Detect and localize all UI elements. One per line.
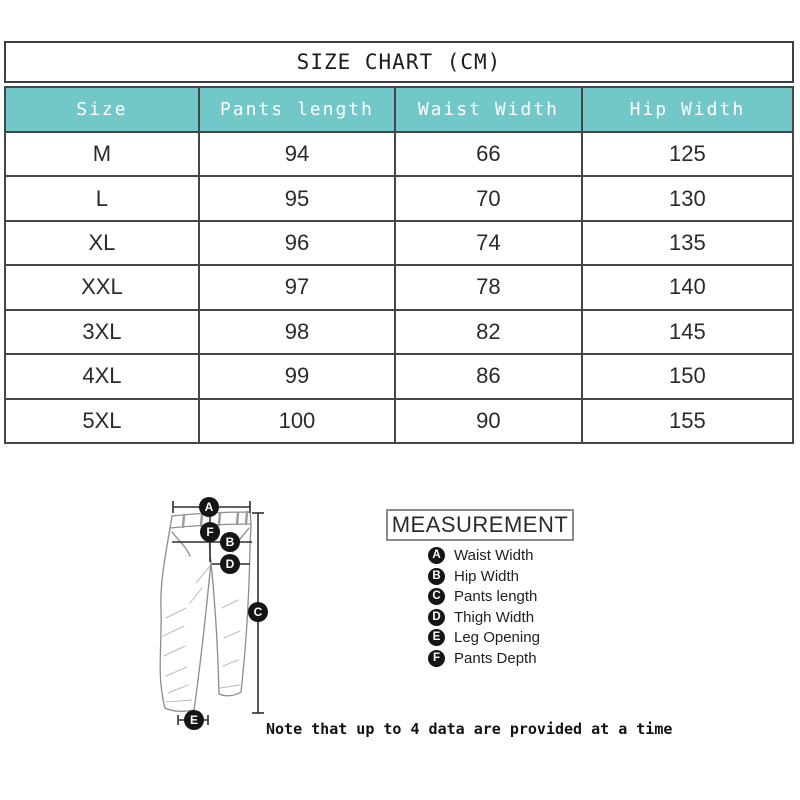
legend-item-thigh-width — [428, 609, 540, 626]
size-chart-title: SIZE CHART (CM) — [296, 50, 502, 74]
marker-f-letter: F — [206, 525, 214, 539]
cell-size: XL — [5, 221, 199, 265]
legend-item-waist-width — [428, 547, 540, 564]
size-row-xl — [5, 221, 793, 265]
marker-c — [248, 602, 268, 622]
cell-hip-width: 150 — [582, 354, 793, 398]
size-table-header-row — [5, 87, 793, 132]
legend-item-pants-depth — [428, 650, 540, 667]
marker-e — [184, 710, 204, 730]
legend-item-leg-opening — [428, 629, 540, 646]
cell-hip-width: 140 — [582, 265, 793, 309]
legend-label: Thigh Width — [454, 608, 535, 626]
cell-waist-width: 86 — [395, 354, 582, 398]
column-header-hip-width: Hip Width — [582, 87, 793, 132]
measurement-heading-box — [386, 509, 574, 541]
legend-badge-e: E — [428, 629, 445, 646]
marker-f — [200, 522, 220, 542]
legend-badge-f: F — [428, 650, 445, 667]
cell-pants-length: 97 — [199, 265, 395, 309]
size-chart-title-box — [4, 41, 794, 83]
legend-badge-c: C — [428, 588, 445, 605]
measurement-heading: MEASUREMENT — [391, 512, 569, 537]
marker-a-letter: A — [204, 500, 214, 514]
size-row-m — [5, 132, 793, 176]
legend-label: Pants length — [454, 588, 538, 605]
size-row-4xl — [5, 354, 793, 398]
cell-pants-length: 94 — [199, 132, 395, 176]
legend-item-pants-length — [428, 588, 540, 605]
cell-waist-width: 90 — [395, 399, 582, 443]
cell-size: 4XL — [5, 354, 199, 398]
cell-hip-width: 135 — [582, 221, 793, 265]
marker-a — [199, 497, 219, 517]
cell-pants-length: 98 — [199, 310, 395, 354]
column-header-size: Size — [5, 87, 199, 132]
cell-waist-width: 78 — [395, 265, 582, 309]
marker-c-letter: C — [253, 605, 263, 619]
size-row-l — [5, 176, 793, 220]
legend-label: Hip Width — [454, 567, 520, 585]
size-table — [4, 86, 794, 444]
legend-label: Leg Opening — [454, 629, 540, 646]
size-row-3xl — [5, 310, 793, 354]
marker-b — [220, 532, 240, 552]
cell-waist-width: 70 — [395, 176, 582, 220]
note-text: Note that up to 4 data are provided at a time — [266, 720, 673, 738]
legend-label: Waist Width — [454, 547, 534, 564]
cell-waist-width: 66 — [395, 132, 582, 176]
legend-badge-b: B — [428, 568, 445, 585]
column-header-waist-width: Waist Width — [395, 87, 582, 132]
sketch-shading — [163, 566, 240, 702]
legend-badge-d: D — [428, 609, 445, 626]
cell-pants-length: 100 — [199, 399, 395, 443]
cell-hip-width: 155 — [582, 399, 793, 443]
measurement-legend — [428, 547, 540, 667]
cell-pants-length: 99 — [199, 354, 395, 398]
marker-b-letter: B — [225, 535, 235, 549]
size-row-xxl — [5, 265, 793, 309]
cell-pants-length: 95 — [199, 176, 395, 220]
legend-item-hip-width — [428, 568, 540, 585]
cell-size: M — [5, 132, 199, 176]
cell-size: L — [5, 176, 199, 220]
marker-d — [220, 554, 240, 574]
cell-waist-width: 82 — [395, 310, 582, 354]
cell-pants-length: 96 — [199, 221, 395, 265]
legend-badge-a: A — [428, 547, 445, 564]
cell-size: XXL — [5, 265, 199, 309]
cell-hip-width: 145 — [582, 310, 793, 354]
cell-hip-width: 125 — [582, 132, 793, 176]
legend-label: Pants Depth — [454, 649, 537, 667]
cell-size: 5XL — [5, 399, 199, 443]
size-row-5xl — [5, 399, 793, 443]
marker-e-letter: E — [189, 713, 199, 727]
column-header-pants-length: Pants length — [199, 87, 395, 132]
cell-waist-width: 74 — [395, 221, 582, 265]
marker-d-letter: D — [225, 557, 235, 571]
cell-hip-width: 130 — [582, 176, 793, 220]
cell-size: 3XL — [5, 310, 199, 354]
